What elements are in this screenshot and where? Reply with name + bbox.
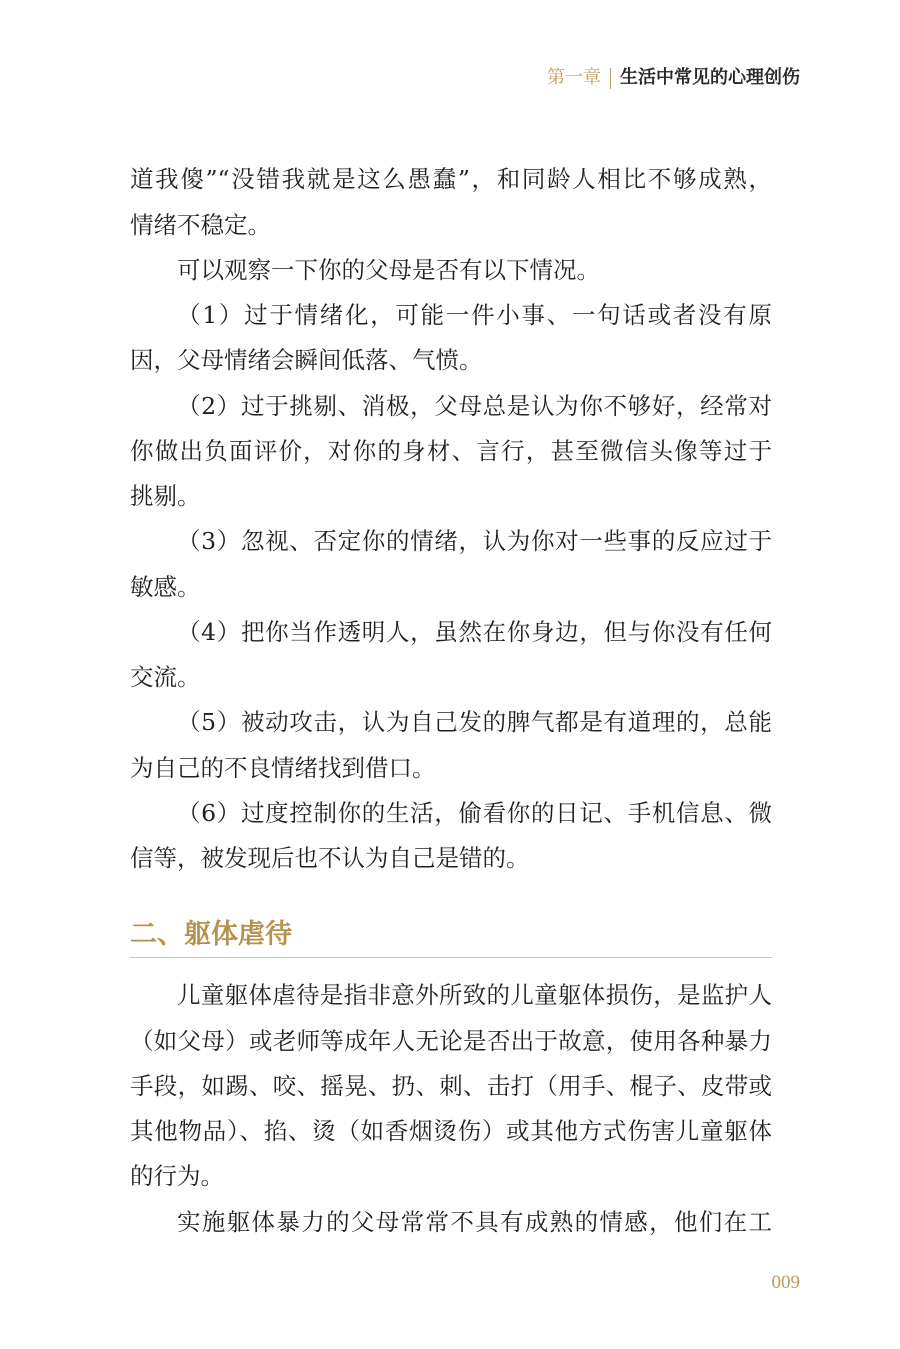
- page-number: 009: [771, 1272, 800, 1293]
- paragraph: [130, 384, 772, 520]
- text-line: 实施躯体暴力的父母常常不具有成熟的情感，他们在工: [177, 1207, 772, 1236]
- paragraph: [130, 1200, 772, 1245]
- text-line: 情绪不稳定。: [130, 210, 271, 239]
- section-body-text: [130, 973, 772, 1245]
- text-line: （3）忽视、否定你的情绪，认为你对一些事的反应过于: [177, 527, 772, 556]
- text-line: 道我傻”“没错我就是这么愚蠢”，和同龄人相比不够成熟，: [130, 165, 772, 194]
- paragraph: [130, 157, 772, 248]
- section-rule: [130, 957, 772, 958]
- paragraph: [130, 519, 772, 610]
- paragraph: [130, 700, 772, 791]
- text-line: 你做出负面评价，对你的身材、言行，甚至微信头像等过于: [130, 436, 772, 465]
- text-line: 挑剔。: [130, 482, 201, 511]
- paragraph: [130, 248, 772, 293]
- section-heading: 二、躯体虐待: [130, 919, 292, 950]
- header-divider: [610, 68, 611, 89]
- text-line: （1）过于情绪化，可能一件小事、一句话或者没有原: [177, 301, 772, 330]
- text-line: 敏感。: [130, 572, 201, 601]
- text-line: 儿童躯体虐待是指非意外所致的儿童躯体损伤，是监护人: [177, 981, 772, 1010]
- text-line: （2）过于挑剔、消极，父母总是认为你不够好，经常对: [177, 391, 772, 420]
- text-line: 为自己的不良情绪找到借口。: [130, 753, 436, 782]
- running-header: [547, 64, 800, 92]
- text-line: 可以观察一下你的父母是否有以下情况。: [177, 255, 600, 284]
- text-line: 手段，如踢、咬、摇晃、扔、刺、击打（用手、棍子、皮带或: [130, 1071, 772, 1100]
- paragraph: [130, 610, 772, 701]
- text-line: （6）过度控制你的生活，偷看你的日记、手机信息、微: [177, 798, 772, 827]
- chapter-label: 第一章: [547, 67, 601, 88]
- paragraph: [130, 973, 772, 1199]
- text-line: （5）被动攻击，认为自己发的脾气都是有道理的，总能: [177, 708, 772, 737]
- paragraph: [130, 791, 772, 882]
- text-line: 的行为。: [130, 1162, 224, 1191]
- text-line: 其他物品）、掐、烫（如香烟烫伤）或其他方式伤害儿童躯体: [130, 1117, 772, 1146]
- paragraph: [130, 293, 772, 384]
- text-line: （4）把你当作透明人，虽然在你身边，但与你没有任何: [177, 617, 772, 646]
- text-line: 因，父母情绪会瞬间低落、气愤。: [130, 346, 483, 375]
- text-line: 交流。: [130, 663, 201, 692]
- chapter-title: 生活中常见的心理创伤: [620, 67, 800, 88]
- text-line: 信等，被发现后也不认为自己是错的。: [130, 844, 530, 873]
- text-line: （如父母）或老师等成年人无论是否出于故意，使用各种暴力: [130, 1026, 772, 1055]
- body-text: [130, 157, 772, 881]
